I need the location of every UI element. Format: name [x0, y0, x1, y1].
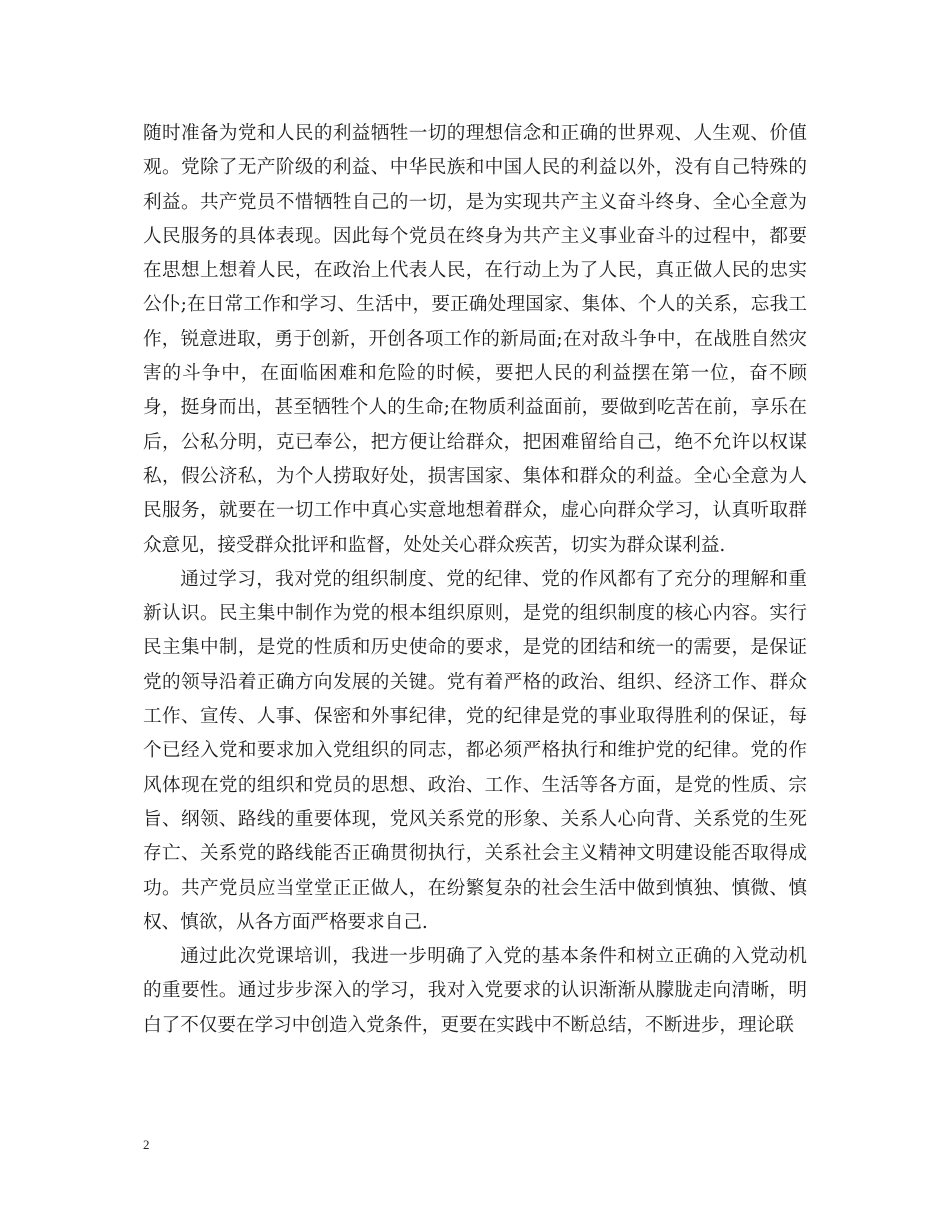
document-body — [143, 117, 807, 1043]
paragraph-2: 通过学习，我对党的组织制度、党的纪律、党的作风都有了充分的理解和重新认识。民主集中制作为党的根本组织原则，是党的组织制度的核心内容。实行民主集中制，是党的性质和历史使命的要求，是党的团结和统一的需要，是保证党的领导沿着正确方向发展的关键。党有着严格的政治、组织、经济工作、群众工作、宣传、人事、保密和外事纪律，党的纪律是党的事业取得胜利的保证，每个已经入党和要求加入党组织的同志，都必须严格执行和维护党的纪律。党的作风体现在党的组织和党员的思想、政治、工作、生活等各方面，是党的性质、宗旨、纲领、路线的重要体现，党风关系党的形象、关系人心向背、关系党的生死存亡、关系党的路线能否正确贯彻执行，关系社会主义精神文明建设能否取得成功。共产党员应当堂堂正正做人，在纷繁复杂的社会生活中做到慎独、慎微、慎权、慎欲，从各方面严格要求自己. — [143, 568, 807, 933]
paragraph-3: 通过此次党课培训，我进一步明确了入党的基本条件和树立正确的入党动机的重要性。通过步步深入的学习，我对入党要求的认识渐渐从朦胧走向清晰，明白了不仅要在学习中创造入党条件，更要在实践中不断总结，不断进步，理论联 — [143, 946, 807, 1036]
page-number: 2 — [143, 1137, 150, 1152]
paragraph-1: 随时准备为党和人民的利益牺牲一切的理想信念和正确的世界观、人生观、价值观。党除了无产阶级的利益、中华民族和中国人民的利益以外，没有自己特殊的利益。共产党员不惜牺牲自己的一切，是为实现共产主义奋斗终身、全心全意为人民服务的具体表现。因此每个党员在终身为共产主义事业奋斗的过程中，都要在思想上想着人民，在政治上代表人民，在行动上为了人民，真正做人民的忠实公仆;在日常工作和学习、生活中，要正确处理国家、集体、个人的关系，忘我工作，锐意进取，勇于创新，开创各项工作的新局面;在对敌斗争中，在战胜自然灾害的斗争中，在面临困难和危险的时候，要把人民的利益摆在第一位，奋不顾身，挺身而出，甚至牺牲个人的生命;在物质利益面前，要做到吃苦在前，享乐在后，公私分明，克已奉公，把方便让给群众，把困难留给自己，绝不允许以权谋私，假公济私，为个人捞取好处，损害国家、集体和群众的利益。全心全意为人民服务，就要在一切工作中真心实意地想着群众，虚心向群众学习，认真听取群众意见，接受群众批评和监督，处处关心群众疾苦，切实为群众谋利益. — [143, 123, 807, 556]
